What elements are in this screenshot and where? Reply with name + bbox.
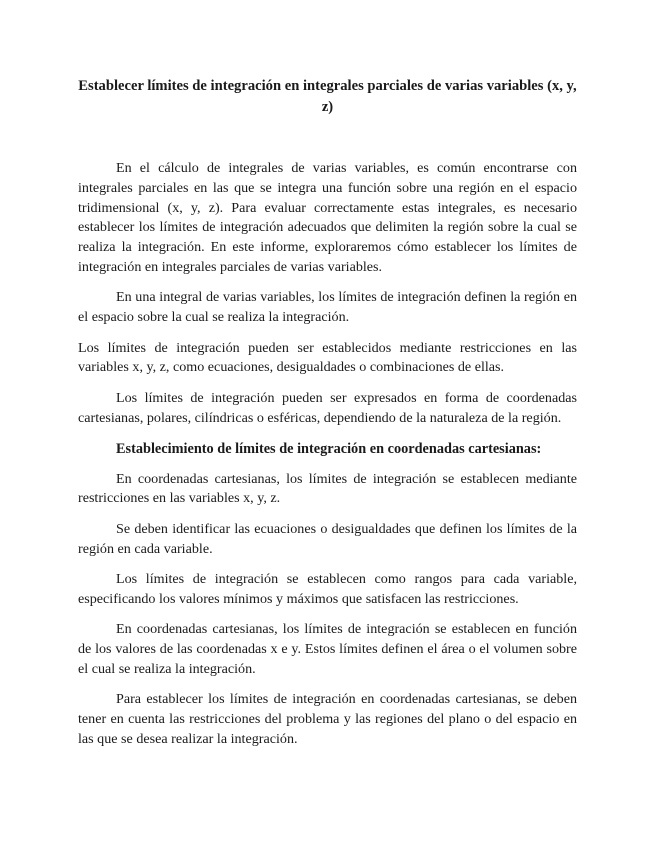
- paragraph-xy-limits: En coordenadas cartesianas, los límites de integración se establecen en función de los valores de las coordenadas x e y. Estos límites definen el área o el volumen sobre el cual se realiza la integración.: [78, 621, 577, 677]
- paragraph-intro: En el cálculo de integrales de varias variables, es común encontrarse con integrales parciales en las que se integra una función sobre una región en el espacio tridimensional (x, y, z). Para evaluar correctamente estas integrales, es necesario establecer los límites de integración adecuados que delimiten la región sobre la cual se realiza la integración. En este informe, exploraremos cómo establecer los límites de integración en integrales parciales de varias variables.: [78, 160, 577, 275]
- document-page: [78, 76, 577, 760]
- paragraph-identify-equations: Se deben identificar las ecuaciones o desigualdades que definen los límites de la región en cada variable.: [78, 520, 577, 557]
- paragraph-limits-definition: En una integral de varias variables, los límites de integración definen la región en el espacio sobre la cual se realiza la integración.: [78, 289, 577, 326]
- paragraph-limits-restrictions: Los límites de integración pueden ser establecidos mediante restricciones en las variables x, y, z, como ecuaciones, desigualdades o combinaciones de ellas.: [78, 339, 577, 376]
- paragraph-cartesian-restrictions: En coordenadas cartesianas, los límites de integración se establecen mediante restricciones en las variables x, y, z.: [78, 470, 577, 507]
- document-title: Establecer límites de integración en integrales parciales de varias variables (x, y, z): [78, 78, 577, 115]
- paragraph-ranges: Los límites de integración se establecen como rangos para cada variable, especificando los valores mínimos y máximos que satisfacen las restricciones.: [78, 570, 577, 607]
- section-heading-cartesian: Establecimiento de límites de integración en coordenadas cartesianas:: [116, 440, 542, 457]
- paragraph-limits-coordinates: Los límites de integración pueden ser expresados en forma de coordenadas cartesianas, polares, cilíndricas o esféricas, dependiendo de la naturaleza de la región.: [78, 389, 577, 426]
- paragraph-problem-restrictions: Para establecer los límites de integración en coordenadas cartesianas, se deben tener en cuenta las restricciones del problema y las regiones del plano o del espacio en las que se desea realizar la integración.: [78, 691, 577, 747]
